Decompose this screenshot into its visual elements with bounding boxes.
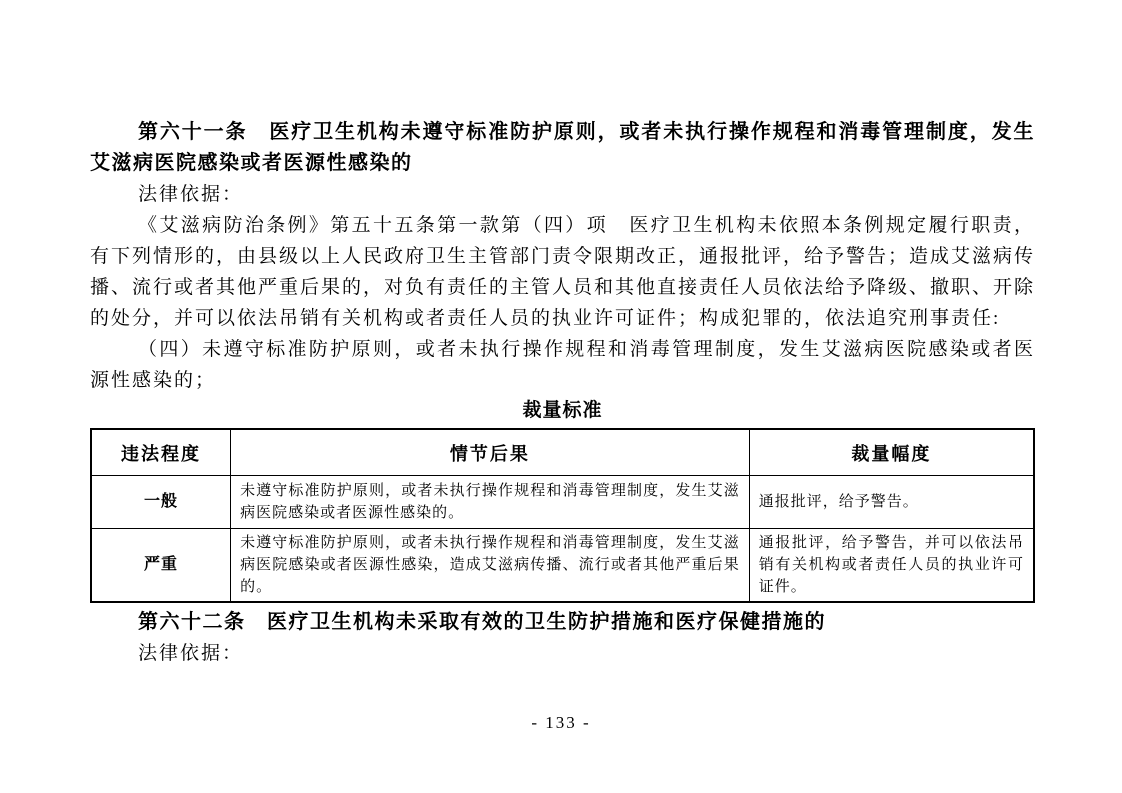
cell-degree-severe: 严重: [91, 529, 231, 603]
table-header-row: [91, 429, 1034, 476]
discretion-table: [90, 428, 1035, 603]
table-row-general: [91, 476, 1034, 529]
cell-circumstance-general: 未遵守标准防护原则，或者未执行操作规程和消毒管理制度，发生艾滋病医院感染或者医源性感染的。: [231, 476, 750, 529]
document-content: [90, 117, 1035, 669]
article-62-heading: 第六十二条 医疗卫生机构未采取有效的卫生防护措施和医疗保健措施的: [138, 611, 826, 633]
cell-range-severe: 通报批评，给予警告，并可以依法吊销有关机构或者责任人员的执业许可证件。: [749, 529, 1034, 603]
discretion-table-title: 裁量标准: [522, 400, 603, 421]
article-62-legal-basis-label: 法律依据：: [138, 643, 244, 664]
article-61-legal-basis-label: 法律依据：: [138, 184, 244, 205]
article-61-heading: 第六十一条 医疗卫生机构未遵守标准防护原则，或者未执行操作规程和消毒管理制度，发生艾滋病医院感染或者医源性感染的: [90, 121, 1035, 174]
cell-circumstance-severe: 未遵守标准防护原则，或者未执行操作规程和消毒管理制度，发生艾滋病医院感染或者医源性感染，造成艾滋病传播、流行或者其他严重后果的。: [231, 529, 750, 603]
table-header-circumstance: 情节后果: [231, 429, 750, 476]
table-row-severe: [91, 529, 1034, 603]
page-number: - 133 -: [531, 713, 591, 732]
article-61-legal-basis-paragraph-2: （四）未遵守标准防护原则，或者未执行操作规程和消毒管理制度，发生艾滋病医院感染或者医源性感染的；: [90, 339, 1035, 391]
cell-degree-general: 一般: [91, 476, 231, 529]
table-header-violation-degree: 违法程度: [91, 429, 231, 476]
table-header-discretion-range: 裁量幅度: [749, 429, 1034, 476]
cell-range-general: 通报批评，给予警告。: [749, 476, 1034, 529]
article-61-legal-basis-paragraph-1: 《艾滋病防治条例》第五十五条第一款第（四）项 医疗卫生机构未依照本条例规定履行职责，有下列情形的，由县级以上人民政府卫生主管部门责令限期改正，通报批评，给予警告；造成艾滋病传播、流行或者其他严重后果的，对负有责任的主管人员和其他直接责任人员依法给予降级、撤职、开除的处分，并可以依法吊销有关机构或者责任人员的执业许可证件；构成犯罪的，依法追究刑事责任:: [90, 215, 1036, 329]
